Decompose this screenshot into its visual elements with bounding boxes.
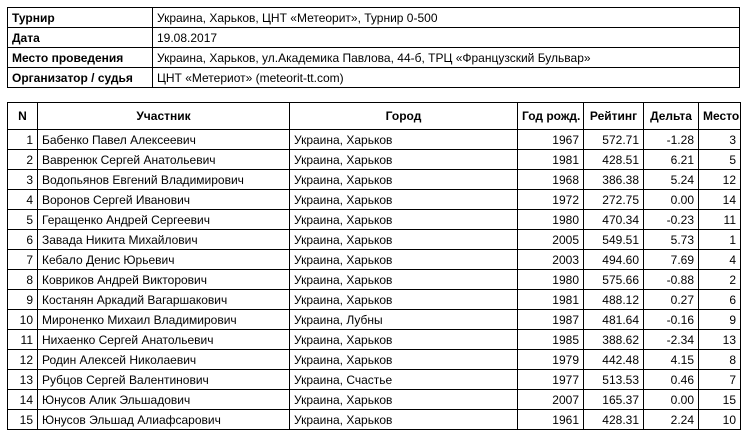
- col-birth-year-cell: 1987: [518, 310, 584, 330]
- col-participant-cell: Кебало Денис Юрьевич: [38, 250, 290, 270]
- col-place-cell: 9: [699, 310, 741, 330]
- col-place-cell: 4: [699, 250, 741, 270]
- col-number-cell: 10: [8, 310, 38, 330]
- col-participant-cell: Бабенко Павел Алексеевич: [38, 130, 290, 150]
- col-rating-cell: 386.38: [584, 170, 644, 190]
- col-rating-cell: 428.31: [584, 410, 644, 430]
- info-label: Дата: [8, 28, 153, 48]
- table-row: [8, 290, 741, 310]
- table-row: [8, 130, 741, 150]
- col-number-cell: 11: [8, 330, 38, 350]
- col-place-cell: 3: [699, 130, 741, 150]
- col-birth-year-cell: 1968: [518, 170, 584, 190]
- col-city-cell: Украина, Харьков: [290, 410, 518, 430]
- col-place-cell: 8: [699, 350, 741, 370]
- col-delta-cell: 5.24: [644, 170, 699, 190]
- col-number-cell: 2: [8, 150, 38, 170]
- col-city-cell: Украина, Харьков: [290, 210, 518, 230]
- col-participant-cell: Костанян Аркадий Вагаршакович: [38, 290, 290, 310]
- col-delta-cell: 4.15: [644, 350, 699, 370]
- col-rating-cell: 428.51: [584, 150, 644, 170]
- col-rating-cell: 494.60: [584, 250, 644, 270]
- col-rating-cell: 388.62: [584, 330, 644, 350]
- col-birth-year-cell: 2007: [518, 390, 584, 410]
- col-birth-year-cell: 1981: [518, 290, 584, 310]
- col-city-cell: Украина, Харьков: [290, 230, 518, 250]
- table-row: [8, 310, 741, 330]
- info-value: Украина, Харьков, ул.Академика Павлова, 44-б, ТРЦ «Французский Бульвар»: [153, 48, 740, 68]
- col-city-cell: Украина, Счастье: [290, 370, 518, 390]
- col-delta-cell: 2.24: [644, 410, 699, 430]
- col-place-cell: 1: [699, 230, 741, 250]
- col-place-cell: 11: [699, 210, 741, 230]
- col-delta-cell: 0.27: [644, 290, 699, 310]
- col-participant-header: Участник: [38, 103, 290, 130]
- col-rating-cell: 488.12: [584, 290, 644, 310]
- col-participant-cell: Завада Никита Михайлович: [38, 230, 290, 250]
- col-rating-cell: 572.71: [584, 130, 644, 150]
- info-row-venue: [8, 48, 740, 68]
- col-birth-year-cell: 2003: [518, 250, 584, 270]
- col-number-cell: 5: [8, 210, 38, 230]
- col-birth-year-cell: 1980: [518, 210, 584, 230]
- col-city-cell: Украина, Харьков: [290, 330, 518, 350]
- col-rating-cell: 442.48: [584, 350, 644, 370]
- col-delta-cell: 6.21: [644, 150, 699, 170]
- col-number-cell: 4: [8, 190, 38, 210]
- col-city-cell: Украина, Харьков: [290, 390, 518, 410]
- col-participant-cell: Юнусов Алик Эльшадович: [38, 390, 290, 410]
- col-number-cell: 6: [8, 230, 38, 250]
- col-city-cell: Украина, Харьков: [290, 150, 518, 170]
- col-birth-year-header: Год рожд.: [518, 103, 584, 130]
- info-row-date: [8, 28, 740, 48]
- col-place-header: Место: [699, 103, 741, 130]
- col-rating-cell: 470.34: [584, 210, 644, 230]
- col-delta-cell: -0.88: [644, 270, 699, 290]
- col-participant-cell: Вавренюк Сергей Анатольевич: [38, 150, 290, 170]
- col-birth-year-cell: 2005: [518, 230, 584, 250]
- col-rating-cell: 549.51: [584, 230, 644, 250]
- col-city-cell: Украина, Харьков: [290, 270, 518, 290]
- table-row: [8, 350, 741, 370]
- info-value: 19.08.2017: [153, 28, 740, 48]
- col-city-cell: Украина, Харьков: [290, 350, 518, 370]
- col-city-cell: Украина, Харьков: [290, 250, 518, 270]
- col-delta-cell: 0.00: [644, 190, 699, 210]
- col-birth-year-cell: 1981: [518, 150, 584, 170]
- tournament-info-table: [7, 7, 740, 88]
- col-number-cell: 12: [8, 350, 38, 370]
- col-participant-cell: Воронов Сергей Иванович: [38, 190, 290, 210]
- col-city-cell: Украина, Харьков: [290, 130, 518, 150]
- col-rating-cell: 272.75: [584, 190, 644, 210]
- col-number-cell: 7: [8, 250, 38, 270]
- col-delta-cell: 0.00: [644, 390, 699, 410]
- col-place-cell: 7: [699, 370, 741, 390]
- col-participant-cell: Геращенко Андрей Сергеевич: [38, 210, 290, 230]
- table-row: [8, 170, 741, 190]
- col-participant-cell: Родин Алексей Николаевич: [38, 350, 290, 370]
- info-value: ЦНТ «Метериот» (meteorit-tt.com): [153, 68, 740, 88]
- col-participant-cell: Рубцов Сергей Валентинович: [38, 370, 290, 390]
- col-rating-cell: 481.64: [584, 310, 644, 330]
- col-birth-year-cell: 1972: [518, 190, 584, 210]
- col-place-cell: 15: [699, 390, 741, 410]
- table-row: [8, 370, 741, 390]
- col-participant-cell: Нихаенко Сергей Анатольевич: [38, 330, 290, 350]
- col-birth-year-cell: 1979: [518, 350, 584, 370]
- col-place-cell: 10: [699, 410, 741, 430]
- info-row-organizer: [8, 68, 740, 88]
- col-rating-cell: 513.53: [584, 370, 644, 390]
- col-delta-cell: 5.73: [644, 230, 699, 250]
- col-delta-cell: 0.46: [644, 370, 699, 390]
- col-delta-cell: -0.16: [644, 310, 699, 330]
- col-city-cell: Украина, Харьков: [290, 290, 518, 310]
- table-row: [8, 210, 741, 230]
- table-row: [8, 250, 741, 270]
- table-row: [8, 410, 741, 430]
- col-number-cell: 1: [8, 130, 38, 150]
- col-city-cell: Украина, Харьков: [290, 190, 518, 210]
- col-place-cell: 12: [699, 170, 741, 190]
- col-delta-cell: 7.69: [644, 250, 699, 270]
- col-number-cell: 3: [8, 170, 38, 190]
- col-participant-cell: Юнусов Эльшад Алиафсарович: [38, 410, 290, 430]
- col-number-header: N: [8, 103, 38, 130]
- col-place-cell: 14: [699, 190, 741, 210]
- col-place-cell: 6: [699, 290, 741, 310]
- table-row: [8, 330, 741, 350]
- col-birth-year-cell: 1967: [518, 130, 584, 150]
- col-birth-year-cell: 1961: [518, 410, 584, 430]
- col-number-cell: 13: [8, 370, 38, 390]
- col-birth-year-cell: 1980: [518, 270, 584, 290]
- col-delta-cell: -2.34: [644, 330, 699, 350]
- col-delta-cell: -1.28: [644, 130, 699, 150]
- col-place-cell: 2: [699, 270, 741, 290]
- col-rating-header: Рейтинг: [584, 103, 644, 130]
- col-participant-cell: Водопьянов Евгений Владимирович: [38, 170, 290, 190]
- info-value: Украина, Харьков, ЦНТ «Метеорит», Турнир 0-500: [153, 8, 740, 28]
- table-row: [8, 150, 741, 170]
- col-participant-cell: Ковриков Андрей Викторович: [38, 270, 290, 290]
- col-number-cell: 9: [8, 290, 38, 310]
- results-header-row: [8, 103, 741, 130]
- col-place-cell: 13: [699, 330, 741, 350]
- col-city-cell: Украина, Лубны: [290, 310, 518, 330]
- col-rating-cell: 575.66: [584, 270, 644, 290]
- info-label: Организатор / судья: [8, 68, 153, 88]
- table-row: [8, 230, 741, 250]
- col-place-cell: 5: [699, 150, 741, 170]
- col-rating-cell: 165.37: [584, 390, 644, 410]
- col-city-cell: Украина, Харьков: [290, 170, 518, 190]
- col-delta-cell: -0.23: [644, 210, 699, 230]
- col-birth-year-cell: 1977: [518, 370, 584, 390]
- table-row: [8, 190, 741, 210]
- table-row: [8, 270, 741, 290]
- table-row: [8, 390, 741, 410]
- col-birth-year-cell: 1985: [518, 330, 584, 350]
- info-row-tournament: [8, 8, 740, 28]
- col-number-cell: 8: [8, 270, 38, 290]
- col-city-header: Город: [290, 103, 518, 130]
- col-participant-cell: Мироненко Михаил Владимирович: [38, 310, 290, 330]
- info-label: Место проведения: [8, 48, 153, 68]
- col-delta-header: Дельта: [644, 103, 699, 130]
- col-number-cell: 15: [8, 410, 38, 430]
- col-number-cell: 14: [8, 390, 38, 410]
- info-label: Турнир: [8, 8, 153, 28]
- results-table: [7, 102, 741, 430]
